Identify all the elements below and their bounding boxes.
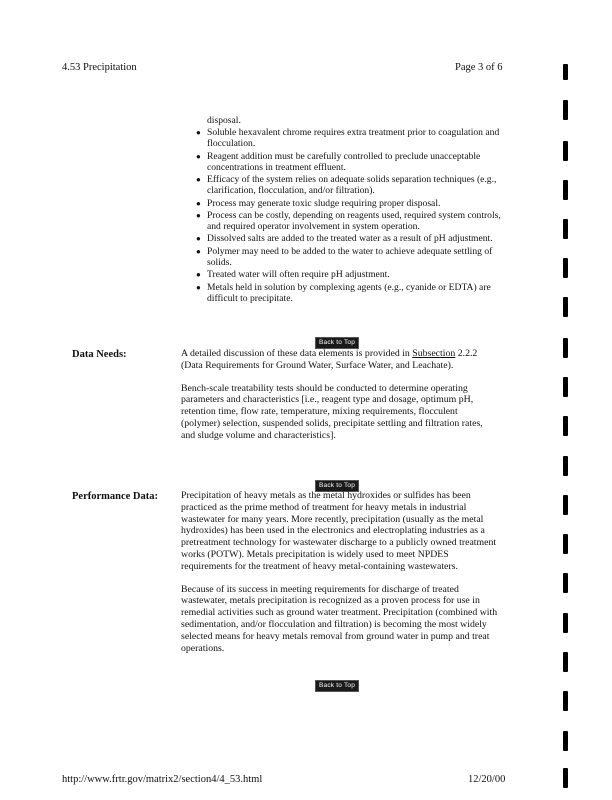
- back-to-top-button[interactable]: Back to Top: [315, 680, 359, 692]
- list-item: [195, 269, 505, 280]
- list-item-text: Treated water will often require pH adjustment.: [207, 269, 390, 281]
- bullet-icon: ●: [196, 234, 201, 244]
- list-item: [195, 210, 505, 232]
- list-item: [195, 198, 505, 209]
- bullet-icon: ●: [196, 270, 201, 280]
- edge-mark: [563, 141, 568, 161]
- data-needs-text-after: 2.2.2 (Data Requirements for Ground Water, Surface Water, and Leachate).: [181, 348, 478, 371]
- edge-mark: [563, 456, 568, 476]
- performance-paragraph-2: Because of its success in meeting requirements for discharge of treated wastewater, metals precipitation is recognized as a proven process for use in remedial activities such as ground water treatment. Precipitation (combined with sedimentation, and/or flocculation and filtration) is becoming the most widely selected means for heavy metals removal from ground water in pump and treat operations.: [181, 583, 498, 654]
- edge-mark: [563, 731, 568, 751]
- bullet-icon: ●: [196, 210, 201, 220]
- list-item-text: Polymer may need to be added to the water to achieve adequate settling of solids.: [207, 245, 493, 268]
- list-item: [195, 246, 505, 268]
- scan-edge-marks: [563, 0, 571, 800]
- data-needs-paragraph-1: [181, 348, 499, 372]
- back-to-top-button[interactable]: Back to Top: [315, 480, 359, 492]
- list-item: [195, 151, 505, 173]
- subsection-link[interactable]: Subsection: [412, 348, 456, 359]
- edge-mark: [563, 613, 568, 633]
- list-item-text: Soluble hexavalent chrome requires extra treatment prior to coagulation and flocculation.: [207, 127, 500, 150]
- list-item: [195, 282, 505, 304]
- list-item-text: Dissolved salts are added to the treated water as a result of pH adjustment.: [207, 233, 493, 245]
- data-needs-label: Data Needs:: [72, 349, 127, 360]
- limitations-list: [195, 115, 505, 305]
- edge-mark: [563, 534, 568, 554]
- performance-paragraph-1: Precipitation of heavy metals as the metal hydroxides or sulfides has been practiced as the prime method of treatment for heavy metals in industrial wastewater for many years. More recently, precipitation (usually as the metal hydroxides) has been used in the electronics and electroplating industries as a pretreatment technology for wastewater discharge to a publicly owned treatment works (POTW). Metals precipitation is widely used to meet NPDES requirements for the treatment of heavy metal-containing wastewaters.: [181, 490, 497, 572]
- list-continuation: [195, 115, 505, 126]
- bullet-icon: ●: [196, 282, 201, 292]
- page-header-title: 4.53 Precipitation: [62, 62, 137, 73]
- edge-mark: [563, 180, 568, 200]
- list-item: [195, 174, 505, 196]
- edge-mark: [563, 652, 568, 672]
- edge-mark: [563, 495, 568, 515]
- bullet-icon: ●: [196, 198, 201, 208]
- bullet-icon: ●: [196, 151, 201, 161]
- continuation-text: disposal.: [207, 115, 241, 126]
- bullet-icon: ●: [196, 246, 201, 256]
- edge-mark: [563, 416, 568, 436]
- page-number: Page 3 of 6: [455, 62, 503, 73]
- edge-mark: [563, 219, 568, 239]
- bullet-icon: ●: [196, 128, 201, 138]
- page-url: http://www.frtr.gov/matrix2/section4/4_53.html: [62, 774, 263, 785]
- edge-mark: [563, 258, 568, 278]
- edge-mark: [563, 100, 568, 120]
- edge-mark: [563, 768, 568, 788]
- edge-mark: [563, 573, 568, 593]
- list-item-text: Reagent addition must be carefully controlled to preclude unacceptable concentrations in treatment effluent.: [207, 150, 481, 173]
- performance-data-label: Performance Data:: [72, 491, 158, 502]
- edge-mark: [563, 64, 568, 80]
- edge-mark: [563, 338, 568, 358]
- data-needs-paragraph-2: Bench-scale treatability tests should be conducted to determine operating parameters and characteristics [i.e., reagent type and dosage, optimum pH, retention time, flow rate, temperature, mixing requirements, flocculent (polymer) selection, suspended solids, precipitate settling and filtration rates, and sludge volume and characteristics].: [181, 382, 483, 441]
- data-needs-body: [181, 348, 499, 453]
- edge-mark: [563, 377, 568, 397]
- list-item: [195, 127, 505, 149]
- list-item-text: Metals held in solution by complexing agents (e.g., cyanide or EDTA) are difficult to precipitate.: [207, 281, 491, 304]
- edge-mark: [563, 691, 568, 711]
- print-date: 12/20/00: [468, 774, 506, 785]
- list-item-text: Efficacy of the system relies on adequate solids separation techniques (e.g., clarification, flocculation, and/or filtration).: [207, 174, 497, 197]
- list-item-text: Process may generate toxic sludge requiring proper disposal.: [207, 197, 441, 209]
- edge-mark: [563, 297, 568, 317]
- list-item: [195, 233, 505, 244]
- bullet-icon: ●: [196, 175, 201, 185]
- performance-data-body: [181, 490, 499, 665]
- back-to-top-button[interactable]: Back to Top: [315, 337, 359, 349]
- data-needs-text: A detailed discussion of these data elements is provided in: [181, 348, 413, 359]
- list-item-text: Process can be costly, depending on reagents used, required system controls, and required operator involvement in system operation.: [207, 209, 501, 232]
